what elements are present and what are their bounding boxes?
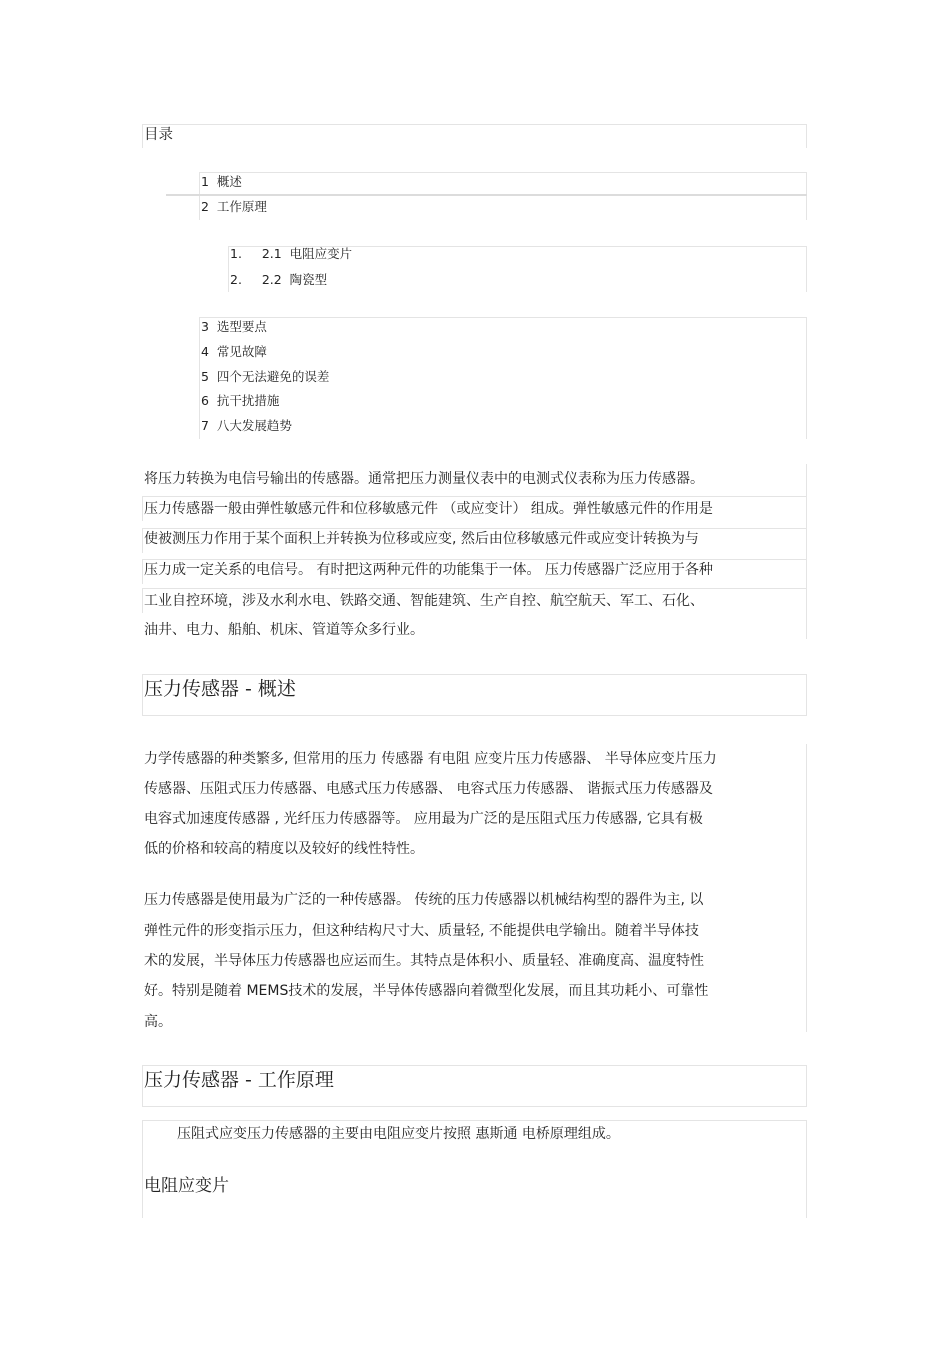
intro-line-6: 油井、电力、船舶、机床、管道等众多行业。 — [144, 622, 424, 638]
toc-item-subnumber: 2.1 — [261, 246, 282, 261]
toc-item-2-1[interactable] — [230, 246, 352, 262]
toc-item-5[interactable] — [201, 369, 329, 385]
toc-item-number: 2. — [230, 272, 242, 287]
toc-separator — [166, 194, 807, 196]
toc-item-1[interactable] — [201, 174, 242, 190]
toc-item-label: 常见故障 — [216, 344, 267, 359]
toc-item-number: 3 — [201, 319, 209, 334]
overview-p2-line-2: 弹性元件的形变指示压力，但这种结构尺寸大、质量轻, 不能提供电学输出。随着半导体技 — [144, 923, 699, 939]
toc-item-label: 选型要点 — [216, 319, 267, 334]
overview-p1-line-4: 低的价格和较高的精度以及较好的线性特性。 — [144, 841, 424, 857]
toc-item-label: 概述 — [216, 174, 242, 189]
toc-item-2-2[interactable] — [230, 272, 327, 288]
toc-item-subnumber: 2.2 — [261, 272, 282, 287]
intro-line-4: 压力成一定关系的电信号。 有时把这两种元件的功能集于一体。 压力传感器广泛应用于各种 — [144, 562, 713, 578]
toc-item-label: 抗干扰措施 — [216, 393, 280, 408]
toc-item-label: 电阻应变片 — [289, 246, 353, 261]
overview-p1-line-1: 力学传感器的种类繁多, 但常用的压力 传感器 有电阻 应变片压力传感器、 半导体应变片压力 — [144, 751, 717, 767]
toc-item-7[interactable] — [201, 418, 292, 434]
toc-item-label: 陶瓷型 — [289, 272, 328, 287]
overview-right-rule — [806, 744, 807, 1032]
intro-line-2: 压力传感器一般由弹性敏感元件和位移敏感元件 （或应变计） 组成。弹性敏感元件的作用是 — [144, 501, 713, 517]
toc-title-frame — [142, 124, 807, 148]
principle-heading: 压力传感器 - 工作原理 — [144, 1069, 334, 1091]
intro-line-5: 工业自控环境，涉及水利水电、铁路交通、智能建筑、生产自控、航空航天、军工、石化、 — [144, 593, 704, 609]
intro-line-3: 使被测压力作用于某个面积上并转换为位移或应变, 然后由位移敏感元件或应变计转换为与 — [144, 531, 699, 547]
toc-item-number: 6 — [201, 393, 209, 408]
overview-heading: 压力传感器 - 概述 — [144, 678, 296, 700]
toc-item-3[interactable] — [201, 319, 267, 335]
overview-p2-line-5: 高。 — [144, 1014, 172, 1030]
overview-p2-line-3: 术的发展，半导体压力传感器也应运而生。其特点是体积小、质量轻、准确度高、温度特性 — [144, 953, 704, 969]
toc-item-number: 1. — [230, 246, 242, 261]
toc-item-6[interactable] — [201, 393, 279, 409]
overview-p2-line-4: 好。特别是随着 MEMS技术的发展，半导体传感器向着微型化发展，而且其功耗小、可靠性 — [144, 983, 709, 999]
toc-title: 目录 — [144, 127, 173, 143]
toc-level1-frame — [199, 172, 807, 220]
toc-item-label: 八大发展趋势 — [216, 418, 292, 433]
toc-item-number: 1 — [201, 174, 209, 189]
toc-item-number: 2 — [201, 199, 209, 214]
toc-item-label: 工作原理 — [216, 199, 267, 214]
toc-item-4[interactable] — [201, 344, 267, 360]
intro-line-1: 将压力转换为电信号输出的传感器。通常把压力测量仪表中的电测式仪表称为压力传感器。 — [144, 471, 704, 487]
toc-item-number: 7 — [201, 418, 209, 433]
toc-item-label: 四个无法避免的误差 — [216, 369, 330, 384]
overview-p1-line-2: 传感器、压阻式压力传感器、电感式压力传感器、 电容式压力传感器、 谐振式压力传感器及 — [144, 781, 713, 797]
overview-p1-line-3: 电容式加速度传感器 , 光纤压力传感器等。 应用最为广泛的是压阻式压力传感器, 它具有极 — [144, 811, 703, 827]
toc-item-number: 4 — [201, 344, 209, 359]
principle-subheading: 电阻应变片 — [144, 1176, 229, 1196]
principle-p1: 压阻式应变压力传感器的主要由电阻应变片按照 惠斯通 电桥原理组成。 — [177, 1126, 620, 1142]
overview-p2-line-1: 压力传感器是使用最为广泛的一种传感器。 传统的压力传感器以机械结构型的器件为主, 以 — [144, 892, 704, 908]
toc-item-2[interactable] — [201, 199, 267, 215]
toc-item-number: 5 — [201, 369, 209, 384]
